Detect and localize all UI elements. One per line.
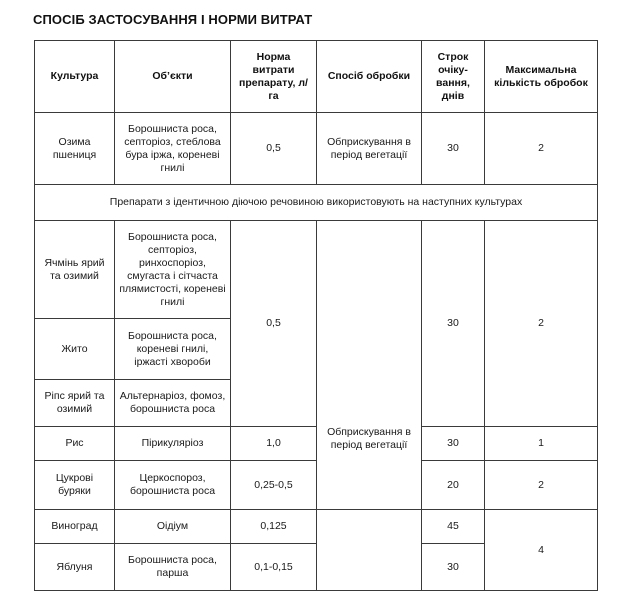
cell-rate: 1,0 xyxy=(231,427,317,461)
cell-crop: Яблуня xyxy=(35,544,115,591)
cell-objects: Борошниста роса, септоріоз, стеблова бура іржа, кореневі гнилі xyxy=(115,113,231,185)
table-row xyxy=(35,427,598,461)
cell-objects: Борошниста роса, парша xyxy=(115,544,231,591)
cell-waiting: 30 xyxy=(422,221,485,427)
cell-crop: Ріпс ярий та озимий xyxy=(35,380,115,427)
cell-rate: 0,125 xyxy=(231,510,317,544)
table-row xyxy=(35,113,598,185)
cell-max: 2 xyxy=(485,113,598,185)
header-max: Максимальна кількість обробок xyxy=(485,41,598,113)
header-objects: Об’єкти xyxy=(115,41,231,113)
header-method: Спосіб обробки xyxy=(317,41,422,113)
cell-waiting: 30 xyxy=(422,544,485,591)
cell-crop: Цукрові буряки xyxy=(35,461,115,510)
table-row xyxy=(35,510,598,544)
note-cell: Препарати з ідентичною діючою речовиною використовують на наступних культурах xyxy=(35,185,598,221)
cell-waiting: 30 xyxy=(422,113,485,185)
cell-max: 2 xyxy=(485,461,598,510)
header-rate: Норма витрати препарату, л/га xyxy=(231,41,317,113)
cell-max: 1 xyxy=(485,427,598,461)
cell-objects: Церкоспороз, борошниста роса xyxy=(115,461,231,510)
table-row xyxy=(35,221,598,319)
table-row xyxy=(35,461,598,510)
cell-objects: Оідіум xyxy=(115,510,231,544)
cell-method: Обприскування в період вегетації xyxy=(317,113,422,185)
cell-objects: Пірикуляріоз xyxy=(115,427,231,461)
header-waiting: Строк очіку-вання, днів xyxy=(422,41,485,113)
cell-waiting: 45 xyxy=(422,510,485,544)
cell-waiting: 30 xyxy=(422,427,485,461)
cell-objects: Альтернаріоз, фомоз, борошниста роса xyxy=(115,380,231,427)
cell-method: Обприскування в період вегетації xyxy=(317,221,422,510)
note-row xyxy=(35,185,598,221)
header-crop: Культура xyxy=(35,41,115,113)
cell-objects: Борошниста роса, кореневі гнилі, іржасті хвороби xyxy=(115,319,231,380)
rates-table xyxy=(34,40,598,591)
cell-crop: Виноград xyxy=(35,510,115,544)
cell-rate: 0,1-0,15 xyxy=(231,544,317,591)
cell-objects: Борошниста роса, септоріоз, ринхоспоріоз, смугаста і сітчаста плямистості, кореневі гнилі xyxy=(115,221,231,319)
header-row xyxy=(35,41,598,113)
cell-crop: Ячмінь ярий та озимий xyxy=(35,221,115,319)
cell-method-empty xyxy=(317,510,422,591)
page-title: СПОСІБ ЗАСТОСУВАННЯ І НОРМИ ВИТРАТ xyxy=(33,12,313,27)
cell-rate: 0,5 xyxy=(231,113,317,185)
cell-rate: 0,25-0,5 xyxy=(231,461,317,510)
cell-rate: 0,5 xyxy=(231,221,317,427)
cell-crop: Озима пшениця xyxy=(35,113,115,185)
cell-crop: Жито xyxy=(35,319,115,380)
cell-max: 2 xyxy=(485,221,598,427)
cell-waiting: 20 xyxy=(422,461,485,510)
cell-crop: Рис xyxy=(35,427,115,461)
cell-max: 4 xyxy=(485,510,598,591)
